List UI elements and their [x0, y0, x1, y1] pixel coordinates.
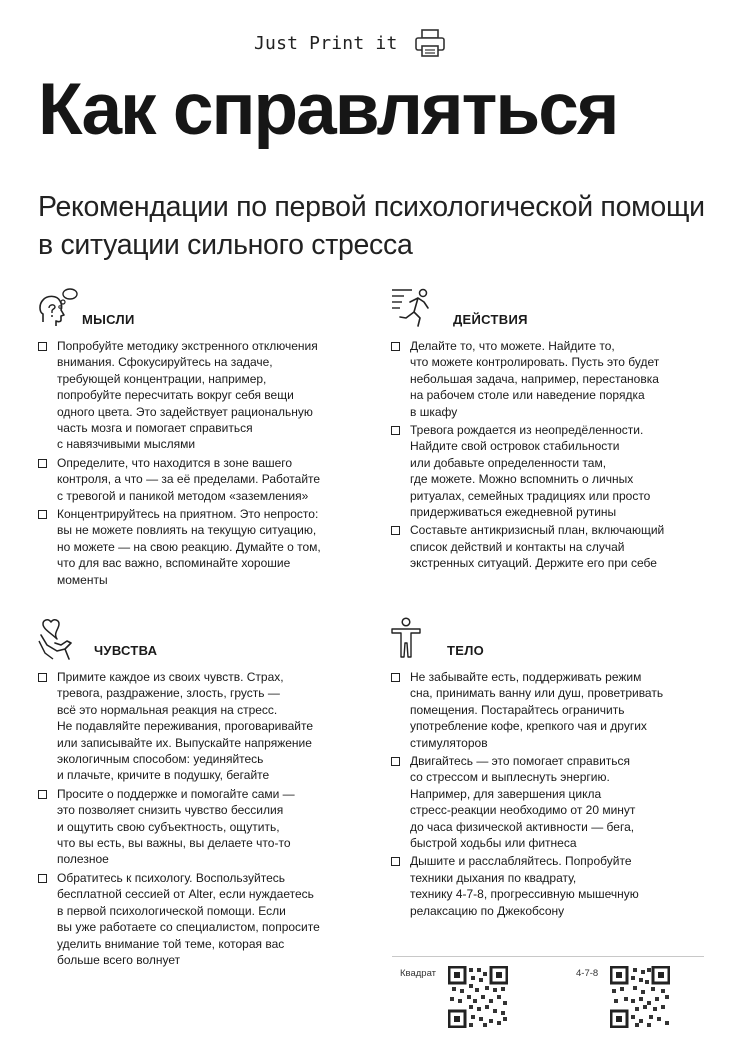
qr-block-478 — [576, 966, 670, 1028]
list-item — [390, 338, 710, 420]
printer-icon[interactable] — [413, 28, 447, 58]
item-text: Определите, что находится в зоне вашего контроля, а что — за её пределами. Работайте с тревогой и паникой методом «заземления» — [57, 455, 321, 503]
thinking-head-icon — [37, 286, 79, 330]
running-person-icon — [390, 286, 432, 330]
list-item — [37, 338, 367, 453]
divider — [392, 956, 704, 957]
section-body — [390, 617, 710, 921]
page-title: Как справляться — [38, 69, 618, 150]
item-list — [37, 669, 367, 968]
list-item — [37, 669, 367, 784]
item-text: Не забывайте есть, поддерживать режим сна, принимать ванну или душ, проветривать помещения. Постарайтесь ограничить употребление кофе, крепкого чая и других стимуляторов — [410, 670, 664, 750]
qr-label: Квадрат — [400, 968, 437, 979]
list-item — [37, 786, 367, 868]
item-text: Попробуйте методику экстренного отключения внимания. Сфокусируйтесь на задаче, требующей концентрации, например, попробуйте пересчитать вокруг себя вещи одного цвета. Это задействует рациональную часть мозга и помогает справиться с навязчивыми мыслями — [57, 339, 318, 452]
section-title: ТЕЛО — [447, 643, 485, 658]
list-item — [37, 455, 367, 504]
list-item — [390, 853, 710, 919]
checkbox[interactable] — [38, 510, 47, 519]
section-title: МЫСЛИ — [82, 312, 135, 327]
checkbox[interactable] — [391, 426, 400, 435]
item-text: Двигайтесь — это помогает справиться со стрессом и выплеснуть энергию. Например, для завершения цикла стресс-реакции необходимо от 20 минут до часа физической активности — бега, быстрой ходьбы или фитнеса — [410, 754, 636, 851]
list-item — [37, 506, 367, 588]
brand-header — [254, 28, 447, 58]
list-item — [390, 522, 710, 571]
checkbox[interactable] — [38, 342, 47, 351]
item-list — [390, 338, 710, 572]
item-text: Составьте антикризисный план, включающий список действий и контакты на случай экстренных ситуаций. Держите его при себе — [410, 523, 665, 571]
qr-code-icon[interactable] — [610, 966, 670, 1028]
list-item — [390, 422, 710, 520]
item-text: Просите о поддержке и помогайте сами — это позволяет снизить чувство бессилия и ощутить свою субъектность, ощутить, что вы есть, вы важны, вы делаете что-то полезное — [57, 786, 295, 867]
qr-block-square — [400, 966, 508, 1028]
checkbox[interactable] — [391, 526, 400, 535]
item-list — [37, 338, 367, 588]
list-item — [390, 669, 710, 751]
section-header — [37, 617, 367, 669]
checkbox[interactable] — [38, 459, 47, 468]
item-text: Примите каждое из своих чувств. Страх, тревога, раздражение, злость, грусть — всё это нормальная реакция на стресс. Не подавляйте переживания, проговаривайте или записывайте их. Выпускайте напряжение экологичным способом: уединяйтесь и плачьте, кричите в подушку, бегайте — [57, 670, 314, 783]
section-actions — [390, 286, 710, 574]
item-list — [390, 669, 710, 919]
list-item — [37, 870, 367, 968]
item-text: Тревога рождается из неопредёленности. Найдите свой островок стабильности или добавьте определенности там, где можете. Можно вспомнить о личных ритуалах, семейных традициях или просто придерживаться ежедневной рутины — [410, 423, 651, 520]
checkbox[interactable] — [38, 790, 47, 799]
checkbox[interactable] — [391, 342, 400, 351]
item-text: Концентрируйтесь на приятном. Это непросто: вы не можете повлиять на текущую ситуацию, но можете — на свою реакцию. Думайте о том, что для вас важно, вспоминайте хорошие моменты — [57, 507, 321, 587]
list-item — [390, 753, 710, 851]
section-thoughts — [37, 286, 367, 590]
item-text: Дышите и расслабляйтесь. Попробуйте техники дыхания по квадрату, технику 4-7-8, прогрессивную мышечную релаксацию по Джекобсону — [410, 854, 639, 918]
checkbox[interactable] — [38, 874, 47, 883]
checkbox[interactable] — [38, 673, 47, 682]
section-title: ДЕЙСТВИЯ — [453, 312, 528, 327]
qr-label: 4-7-8 — [576, 968, 599, 979]
section-feelings — [37, 617, 367, 970]
checkbox[interactable] — [391, 757, 400, 766]
section-header — [390, 617, 710, 669]
checkbox[interactable] — [391, 673, 400, 682]
brand-text: Just Print it — [254, 32, 398, 54]
section-header — [390, 286, 710, 338]
page-subtitle: Рекомендации по первой психологической помощи в ситуации сильного стресса — [38, 191, 705, 261]
item-text: Делайте то, что можете. Найдите то, что можете контролировать. Пусть это будет небольшая задача, например, перестановка на рабочем столе или наведение порядка в шкафу — [410, 339, 660, 419]
body-figure-icon — [390, 617, 432, 661]
section-title: ЧУВСТВА — [94, 643, 158, 658]
checkbox[interactable] — [391, 857, 400, 866]
item-text: Обратитесь к психологу. Воспользуйтесь бесплатной сессией от Alter, если нуждаетесь в первой психологической помощи. Если вы уже работаете со специалистом, попросите уделить внимание той теме, которая вас больше всего волнует — [57, 870, 320, 967]
section-header — [37, 286, 367, 338]
hand-heart-icon — [37, 617, 79, 661]
qr-code-icon[interactable] — [448, 966, 508, 1028]
